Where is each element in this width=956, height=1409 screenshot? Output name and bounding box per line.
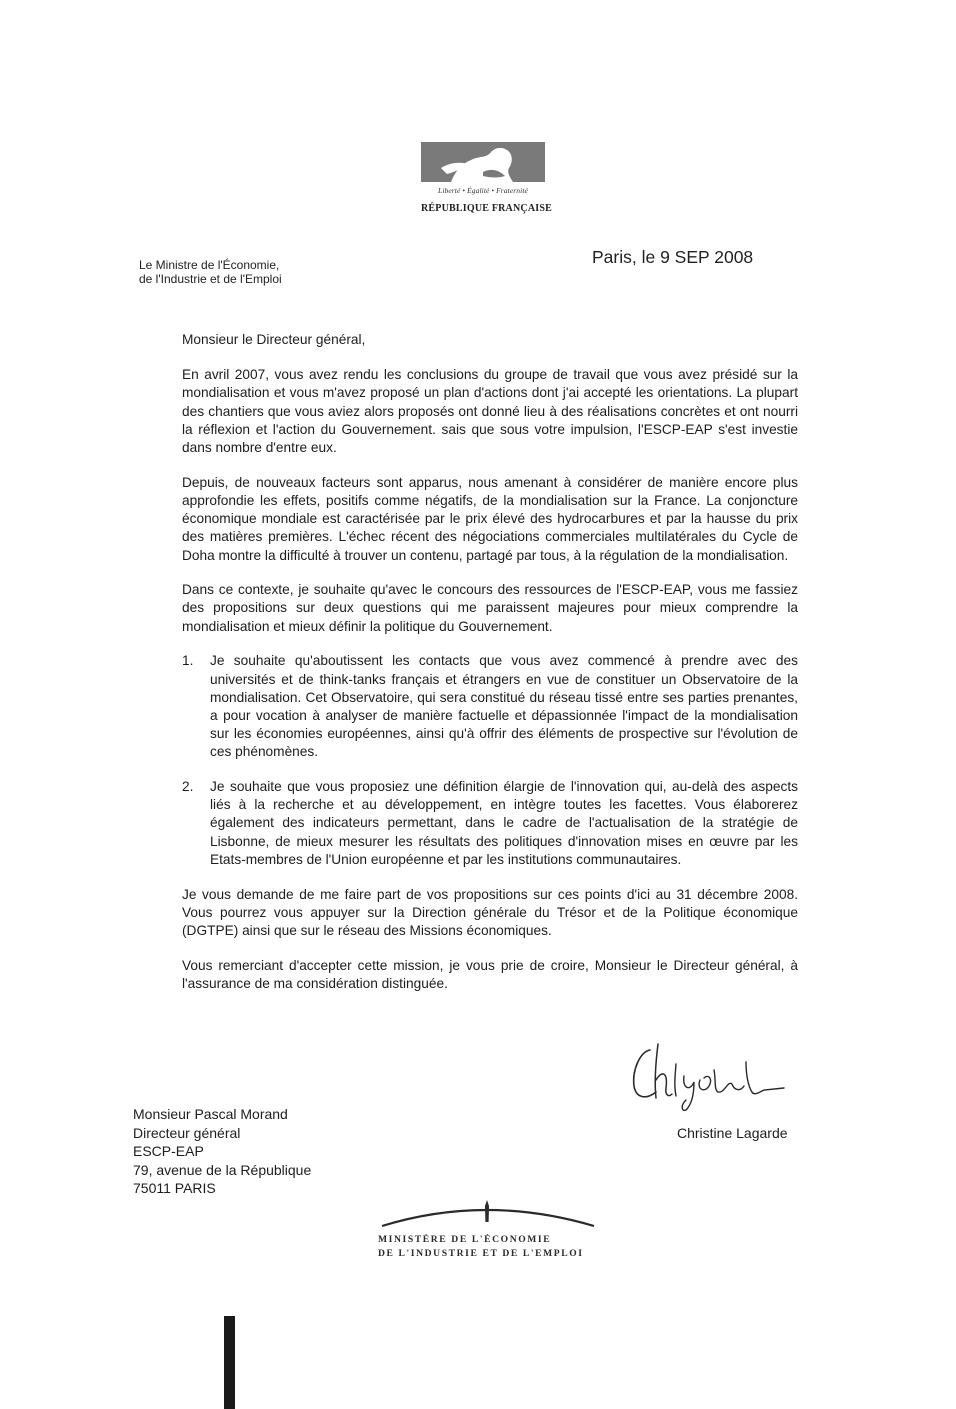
ministry-arc-icon (376, 1196, 598, 1232)
marianne-profile-icon (421, 142, 545, 182)
recipient-address (133, 1105, 311, 1198)
paragraph: Depuis, de nouveaux facteurs sont apparus, nous amenant à considérer de manière encore plus approfondie les effets, positifs comme négatifs, de la mondialisation sur la France. La conjoncture économique mondiale est caractérisée par le prix élevé des hydrocarbures et par la hausse du prix des matières premières. L'échec récent des négociations commerciales multilatérales du Cycle de Doha montre la difficulté à trouver un contenu, partagé par tous, à la régulation de la mondialisation. (182, 474, 798, 563)
list-item-number: 2. (182, 779, 194, 795)
paragraph: En avril 2007, vous avez rendu les conclusions du groupe de travail que vous avez présidé sur la mondialisation et vous m'avez proposé un plan d'actions dont j'ai accepté les orientations. La plupart des chantiers que vous aviez alors proposés ont donné lieu à des réalisations concrètes et ont nourri la réflexion et l'action du Gouvernement. sais que sous votre impulsion, l'ESCP-EAP s'est investie dans nombre d'entre eux. (182, 367, 798, 456)
handwritten-signature (628, 1040, 786, 1112)
sender-line-2: de l'Industrie et de l'Emploi (139, 272, 282, 286)
closing-paragraph: Vous remerciant d'accepter cette mission, je vous prie de croire, Monsieur le Directeur général, à l'assurance de ma considération distinguée. (182, 957, 798, 991)
list-item-text: Je souhaite que vous proposiez une définition élargie de l'innovation qui, au-delà des aspects liés à la recherche et au développement, en intègre toutes les facettes. Vous élaborerez également des indicateurs permettant, dans le cadre de l'actualisation de la stratégie de Lisbonne, de mieux mesurer les résultats des politiques d'innovation mises en œuvre par les Etats-membres de l'Union européenne et par les institutions communautaires. (210, 779, 798, 867)
recipient-name: Monsieur Pascal Morand (133, 1106, 288, 1122)
list-item (182, 652, 798, 761)
list-item-number: 1. (182, 653, 194, 669)
marianne-emblem (421, 142, 545, 182)
logo-name: RÉPUBLIQUE FRANÇAISE (421, 203, 552, 214)
recipient-city: 75011 PARIS (133, 1180, 216, 1196)
list-item (182, 778, 798, 869)
sender-line-1: Le Ministre de l'Économie, (139, 258, 280, 272)
letter-date: Paris, le 9 SEP 2008 (592, 247, 754, 267)
ministry-logo-line-2: DE L'INDUSTRIE ET DE L'EMPLOI (378, 1248, 584, 1259)
recipient-street: 79, avenue de la République (133, 1161, 312, 1178)
margin-bar (224, 1316, 235, 1409)
signatory-name: Christine Lagarde (677, 1125, 788, 1141)
recipient-organization: ESCP-EAP (133, 1143, 204, 1159)
sender-block (139, 258, 282, 286)
ministry-logo-line-1: MINISTÈRE DE L'ÉCONOMIE (378, 1234, 552, 1245)
ministry-logo (376, 1196, 598, 1266)
logo-motto: Liberté • Égalité • Fraternité (438, 186, 528, 195)
list-item-text: Je souhaite qu'aboutissent les contacts que vous avez commencé à prendre avec des universités et de think-tanks français et étrangers en vue de constituer un Observatoire de la mondialisation. Cet Observatoire, qui sera constitué du réseau tissé entre ses parties prenantes, a pour vocation à analyser de manière factuelle et dépassionnée l'impact de la mondialisation sur les économies européennes, ainsi qu'à offrir des éléments de prospective sur l'évolution de ces phénomènes. (210, 653, 798, 760)
recipient-title: Directeur général (133, 1124, 241, 1141)
paragraph: Dans ce contexte, je souhaite qu'avec le concours des ressources de l'ESCP-EAP, vous me fassiez des propositions sur deux questions qui me paraissent majeures pour mieux comprendre la mondialisation et mieux définir la politique du Gouvernement. (182, 582, 798, 634)
signature-icon (628, 1040, 786, 1112)
letter-body (182, 331, 798, 1010)
republique-francaise-logo (421, 142, 552, 218)
salutation: Monsieur le Directeur général, (182, 332, 366, 347)
closing-paragraph: Je vous demande de me faire part de vos propositions sur ces points d'ici au 31 décembre 2008. Vous pourrez vous appuyer sur la Direction générale du Trésor et de la Politique économique (DGTPE) ainsi que sur le réseau des Missions économiques. (182, 886, 798, 938)
